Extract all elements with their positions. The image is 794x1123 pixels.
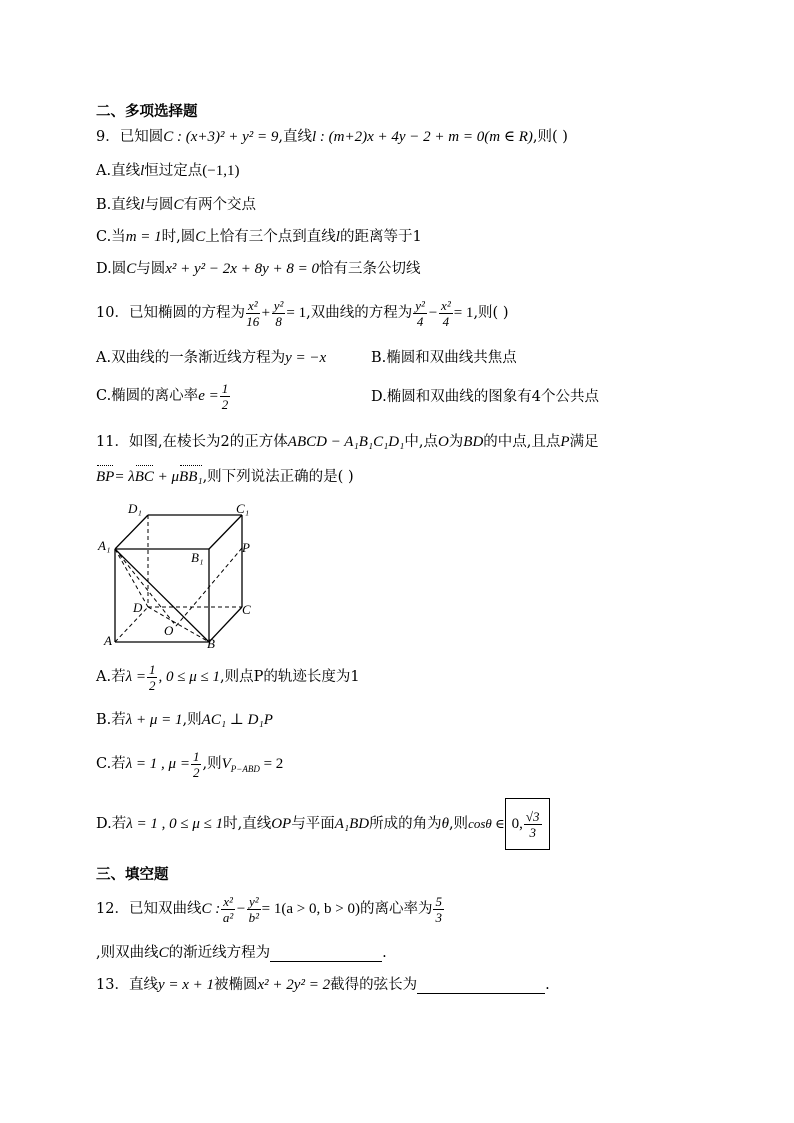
q9-option-a bbox=[96, 162, 239, 180]
q11-text5: 满足 bbox=[569, 434, 599, 450]
frac-den: 4 bbox=[442, 313, 450, 329]
q11-a-text2: ,则点P的轨迹长度为1 bbox=[219, 669, 360, 685]
frac-den: 3 bbox=[529, 824, 536, 840]
q10-c-text: C.椭圆的离心率 bbox=[96, 388, 199, 404]
question-12-stem: 12．已知双曲线C : $\frac{\text{x²}}{\text{a²}}$ − $\frac{\text{y²}}{\text{b²}}$ = 1(a > 0, b > 0)的离心率为 $\frac{5}{3}$ bbox=[96, 893, 442, 925]
q11-d-text3: 与平面 bbox=[291, 816, 335, 832]
q13-ellipse-equation: x² + 2y² = 2 bbox=[257, 977, 331, 993]
q9-a-text: A.直线 bbox=[96, 163, 141, 179]
q11-text3: 为 bbox=[448, 434, 464, 450]
label-b: B bbox=[207, 636, 215, 650]
label-c1: C₁ bbox=[236, 501, 250, 516]
q11-option-a bbox=[96, 660, 360, 694]
frac-den: 2 bbox=[192, 764, 200, 780]
q10-suffix: ,则( ) bbox=[473, 305, 509, 321]
frac-num: 5 bbox=[435, 893, 442, 909]
q9-a-point: (−1,1) bbox=[202, 163, 240, 179]
frac-den: 3 bbox=[435, 909, 442, 925]
frac-num: 1 bbox=[192, 748, 200, 764]
q10-c-e: e = bbox=[198, 388, 219, 404]
label-a1: A₁ bbox=[98, 538, 111, 553]
q9-a-text2: 恒过定点 bbox=[144, 163, 203, 179]
frac-num: x² bbox=[441, 297, 451, 313]
q11-a-mu: , 0 ≤ μ ≤ 1 bbox=[158, 669, 220, 685]
q11-c-v: V bbox=[221, 756, 231, 772]
label-a: A bbox=[104, 633, 112, 648]
q11-c-cond: λ = 1 , μ = bbox=[125, 756, 190, 772]
q9-line-equation: l : (m+2)x + 4y − 2 + m = 0(m ∈ R) bbox=[312, 129, 533, 145]
q9-b-text3: 有两个交点 bbox=[183, 197, 256, 213]
frac-num: x² bbox=[223, 893, 233, 909]
q10-option-d: D.椭圆和双曲线的图象有4个公共点 bbox=[371, 389, 599, 405]
q12-rhs: = 1(a > 0, b > 0) bbox=[261, 901, 360, 917]
q11-d-interval bbox=[505, 798, 550, 850]
q9-d-equation: x² + y² − 2x + 8y + 8 = 0 bbox=[165, 261, 319, 277]
q10-prefix: 10．已知椭圆的方程为 bbox=[96, 305, 245, 321]
q11-c-v-sub: P−ABD bbox=[230, 763, 260, 774]
q12-mid: 的离心率为 bbox=[359, 901, 433, 917]
frac-num: √3 bbox=[525, 808, 540, 824]
q9-suffix: ,则( ) bbox=[532, 129, 568, 145]
q10-hyperbola-rhs: = 1 bbox=[453, 305, 474, 321]
q9-c-text3: 上恰有三个点到直线 bbox=[205, 229, 336, 245]
interval-frac bbox=[524, 809, 542, 840]
q11-c-frac bbox=[191, 749, 202, 780]
label-p: P bbox=[242, 540, 250, 555]
section-heading-fill-in: 三、填空题 bbox=[96, 867, 169, 883]
q9-d-text: D.圆 bbox=[96, 261, 127, 277]
q11-c-text2: ,则 bbox=[202, 756, 222, 772]
q9-b-text: B.直线 bbox=[96, 197, 141, 213]
q9-option-d bbox=[96, 260, 420, 278]
section-heading-multiple-choice: 二、多项选择题 bbox=[96, 104, 198, 120]
q11-option-d bbox=[96, 798, 550, 850]
q11-b-relation: AC₁ ⊥ D₁P bbox=[201, 712, 273, 728]
q11-text2: 中,点 bbox=[404, 434, 438, 450]
q10-mid: ,双曲线的方程为 bbox=[306, 305, 413, 321]
q12-line2 bbox=[96, 944, 387, 962]
label-d1: D₁ bbox=[128, 501, 142, 516]
cube-figure bbox=[96, 500, 266, 650]
frac-num: x² bbox=[247, 297, 258, 313]
label-b1: B₁ bbox=[191, 550, 204, 565]
q9-c-text2: 时,圆 bbox=[161, 229, 196, 245]
frac-num: y² bbox=[249, 893, 259, 909]
q11-plus: + μ bbox=[153, 469, 180, 485]
q11-eq: = λ bbox=[114, 469, 135, 485]
q12-end: . bbox=[382, 945, 387, 961]
q11-b-text: B.若 bbox=[96, 712, 126, 728]
q10-option-c bbox=[96, 379, 231, 413]
q9-mid: ,直线 bbox=[278, 129, 313, 145]
q10-a-equation: y = −x bbox=[285, 350, 327, 366]
frac-den: 2 bbox=[148, 677, 156, 693]
q9-c-l: l bbox=[335, 229, 340, 245]
question-9-stem bbox=[96, 128, 568, 146]
frac-den: 2 bbox=[221, 396, 229, 412]
q9-prefix: 9．已知圆 bbox=[96, 129, 164, 145]
q9-a-l: l bbox=[140, 163, 145, 179]
q9-b-text2: 与圆 bbox=[144, 197, 174, 213]
q13-post: 截得的弦长为 bbox=[330, 977, 418, 993]
q9-d-text2: 与圆 bbox=[136, 261, 166, 277]
q12-text: ,则双曲线 bbox=[96, 945, 159, 961]
q13-line-equation: y = x + 1 bbox=[157, 977, 215, 993]
q10-hyperbola-frac1 bbox=[413, 298, 427, 329]
q11-d-text5: ,则 bbox=[448, 816, 469, 832]
q9-c-text: C.当 bbox=[96, 229, 126, 245]
q10-option-b: B.椭圆和双曲线共焦点 bbox=[371, 350, 517, 366]
q11-d-cond: λ = 1 , 0 ≤ μ ≤ 1 bbox=[126, 816, 224, 832]
q11-d-text: D.若 bbox=[96, 816, 127, 832]
q10-option-a bbox=[96, 349, 326, 367]
label-o: O bbox=[164, 623, 174, 638]
q9-b-c: C bbox=[173, 197, 184, 213]
q11-a-text: A.若 bbox=[96, 669, 126, 685]
q9-c-m: m = 1 bbox=[125, 229, 162, 245]
q11-d-cos: cosθ ∈ bbox=[468, 816, 505, 831]
q9-option-c bbox=[96, 228, 422, 246]
q9-option-b bbox=[96, 196, 256, 214]
q12-prefix: 12．已知双曲线 bbox=[96, 901, 202, 917]
q9-c-text4: 的距离等于1 bbox=[339, 229, 422, 245]
frac-den: 8 bbox=[275, 313, 282, 329]
frac-den: a² bbox=[222, 909, 234, 925]
q11-text6: ,则下列说法正确的是( ) bbox=[202, 469, 354, 485]
q11-vector-bp: BP bbox=[96, 469, 115, 485]
q11-b-cond: λ + μ = 1 bbox=[125, 712, 183, 728]
q10-ellipse-frac1 bbox=[246, 298, 260, 329]
q10-ellipse-rhs: = 1 bbox=[286, 305, 307, 321]
q12-answer-blank[interactable] bbox=[270, 947, 382, 962]
q12-c2: C bbox=[158, 945, 169, 961]
q13-end: . bbox=[545, 977, 550, 993]
q9-d-text3: 恰有三条公切线 bbox=[318, 261, 421, 277]
q10-hyperbola-frac2 bbox=[439, 298, 453, 329]
frac-num: 1 bbox=[148, 661, 156, 677]
q11-cube-name: ABCD − A₁B₁C₁D₁ bbox=[287, 434, 405, 450]
q10-a-text: A.双曲线的一条渐近线方程为 bbox=[96, 350, 286, 366]
q11-c-rhs: = 2 bbox=[259, 756, 284, 772]
frac-num: y² bbox=[415, 297, 425, 313]
q9-circle-equation: C : (x+3)² + y² = 9 bbox=[163, 129, 279, 145]
q11-d-text4: 所成的角为 bbox=[369, 816, 442, 832]
q11-vector-bb1: BB₁ bbox=[179, 469, 203, 485]
q10-c-frac bbox=[220, 381, 231, 412]
q13-prefix: 13．直线 bbox=[96, 977, 158, 993]
frac-num: y² bbox=[273, 297, 284, 313]
frac-den: 16 bbox=[246, 313, 260, 329]
q11-d-plane: A₁BD bbox=[334, 816, 370, 832]
question-11-stem-line2 bbox=[96, 468, 354, 486]
q11-a-lambda: λ = bbox=[125, 669, 146, 685]
frac-den: 4 bbox=[416, 313, 424, 329]
q10-ellipse-frac2 bbox=[272, 298, 286, 329]
q12-eccentricity bbox=[433, 894, 444, 925]
q9-d-c: C bbox=[126, 261, 137, 277]
question-11-stem-line1 bbox=[96, 433, 599, 451]
q11-c-text: C.若 bbox=[96, 756, 126, 772]
q13-answer-blank[interactable] bbox=[417, 979, 545, 994]
q11-text: 11．如图,在棱长为2的正方体 bbox=[96, 434, 288, 450]
q11-d-op: OP bbox=[271, 816, 292, 832]
q9-b-l: l bbox=[140, 197, 145, 213]
q11-point-p: P bbox=[560, 434, 570, 450]
q13-mid: 被椭圆 bbox=[214, 977, 258, 993]
q11-option-b bbox=[96, 711, 273, 729]
q12-c: C : bbox=[201, 901, 221, 917]
q11-option-c bbox=[96, 747, 283, 786]
q11-bd: BD bbox=[463, 434, 484, 450]
q11-vector-bc: BC bbox=[134, 469, 154, 485]
q11-b-text2: ,则 bbox=[182, 712, 202, 728]
q11-d-text2: 时,直线 bbox=[223, 816, 272, 832]
q12-text2: 的渐近线方程为 bbox=[168, 945, 271, 961]
frac-num: 1 bbox=[221, 380, 229, 396]
q11-point-o: O bbox=[437, 434, 449, 450]
frac-den: b² bbox=[248, 909, 260, 925]
label-d: D bbox=[133, 600, 143, 615]
question-10-stem: 10．已知椭圆的方程为 $\frac{\text{x²}}{16}$ + $\frac{\text{y²}}{8}$ = 1,双曲线的方程为 $\frac{\text{y²}}{4}$ − $\frac{\text{x²}}{4}$ = 1,则( ) bbox=[96, 297, 509, 329]
q11-text4: 的中点,且点 bbox=[483, 434, 561, 450]
q11-d-theta: θ bbox=[441, 816, 449, 832]
q12-frac1 bbox=[221, 894, 235, 925]
q9-c-c: C bbox=[195, 229, 206, 245]
question-13-stem bbox=[96, 976, 550, 994]
q11-a-frac bbox=[147, 662, 158, 693]
q12-frac2 bbox=[247, 894, 261, 925]
interval-left: 0, bbox=[511, 816, 523, 832]
label-c: C bbox=[242, 602, 251, 617]
